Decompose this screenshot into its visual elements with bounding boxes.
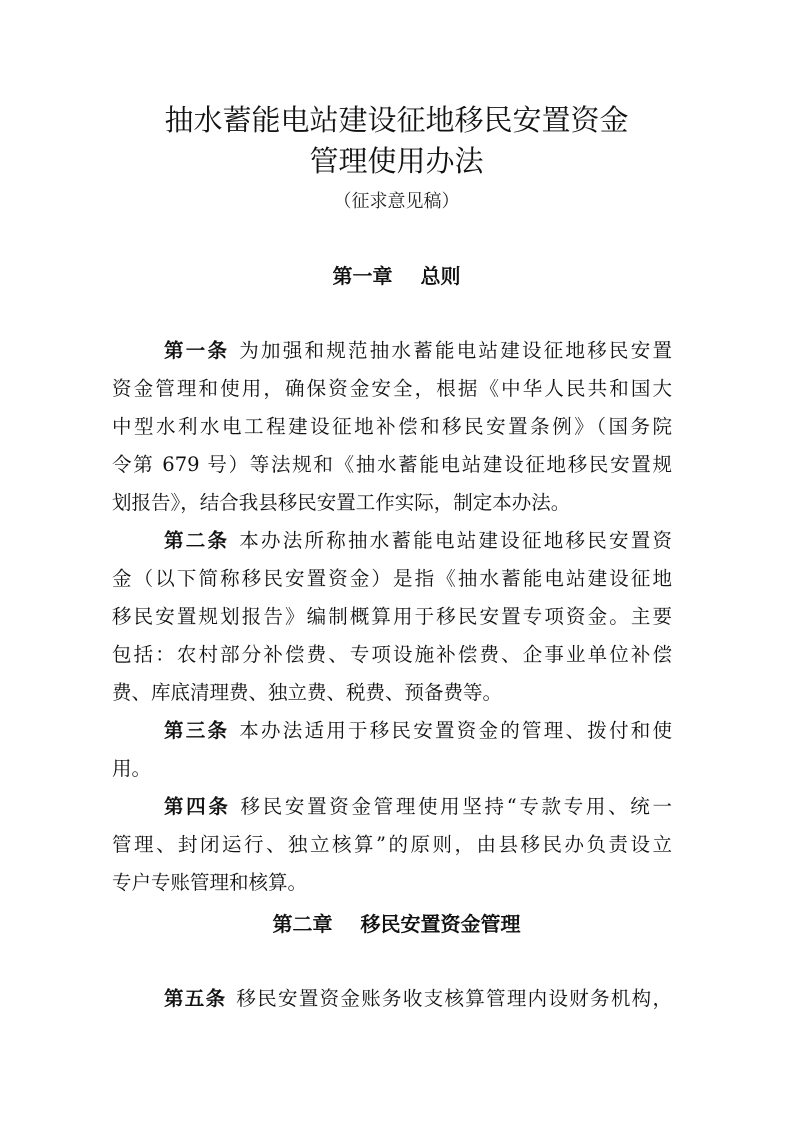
article-4-label: 第四条: [164, 795, 231, 818]
article-1-line-1: [164, 336, 672, 366]
article-3-text: 本办法适用于移民安置资金的管理、拨付和使: [239, 719, 672, 742]
article-1-line-3: 中型水利水电工程建设征地补偿和移民安置条例》（国务院: [112, 415, 672, 438]
article-1-line-5: 划报告》，结合我县移民安置工作实际，制定本办法。: [112, 491, 571, 514]
chapter-1-number: 第一章: [332, 264, 393, 288]
article-3-label: 第三条: [164, 719, 230, 742]
article-4-text: 移民安置资金管理使用坚持“专款专用、统一: [240, 795, 672, 818]
article-1-line-4: 令第 679 号）等法规和《抽水蓄能电站建设征地移民安置规: [112, 453, 672, 476]
chapter-2-name: 移民安置资金管理: [360, 912, 521, 936]
article-3-line-2: 用。: [112, 757, 152, 780]
document-title-line-2: 管理使用办法: [309, 144, 484, 178]
article-4-line-2: 管理、封闭运行、独立核算”的原则，由县移民办负责设立: [112, 833, 672, 856]
chapter-1-heading: [0, 262, 793, 290]
document-subtitle: （征求意见稿）: [333, 191, 460, 212]
article-2-text: 本办法所称抽水蓄能电站建设征地移民安置资: [239, 529, 672, 552]
article-5-text: 移民安置资金账务收支核算管理内设财务机构，: [236, 987, 672, 1010]
article-2-label: 第二条: [164, 529, 230, 552]
article-4-line-1: [164, 792, 672, 822]
article-4-line-3: 专户专账管理和核算。: [112, 871, 308, 894]
article-5-label: 第五条: [164, 987, 227, 1010]
article-3-line-1: [164, 716, 672, 746]
article-1-text: 为加强和规范抽水蓄能电站建设征地移民安置: [239, 339, 672, 362]
document-title-line-1: 抽水蓄能电站建设征地移民安置资金: [164, 103, 629, 137]
chapter-2-number: 第二章: [272, 912, 333, 936]
chapter-2-heading: [0, 910, 793, 938]
article-2-line-1: [164, 526, 672, 556]
article-1-line-2: 资金管理和使用，确保资金安全，根据《中华人民共和国大: [112, 377, 672, 400]
article-2-line-2: 金（以下简称移民安置资金）是指《抽水蓄能电站建设征地: [112, 567, 672, 590]
article-2-line-5: 费、库底清理费、独立费、税费、预备费等。: [112, 681, 503, 704]
article-1-label: 第一条: [164, 339, 230, 362]
article-5-line-1: [164, 984, 672, 1014]
article-2-line-4: 包括：农村部分补偿费、专项设施补偿费、企事业单位补偿: [112, 643, 672, 666]
chapter-1-name: 总则: [420, 264, 461, 288]
article-2-line-3: 移民安置规划报告》编制概算用于移民安置专项资金。主要: [112, 605, 672, 628]
